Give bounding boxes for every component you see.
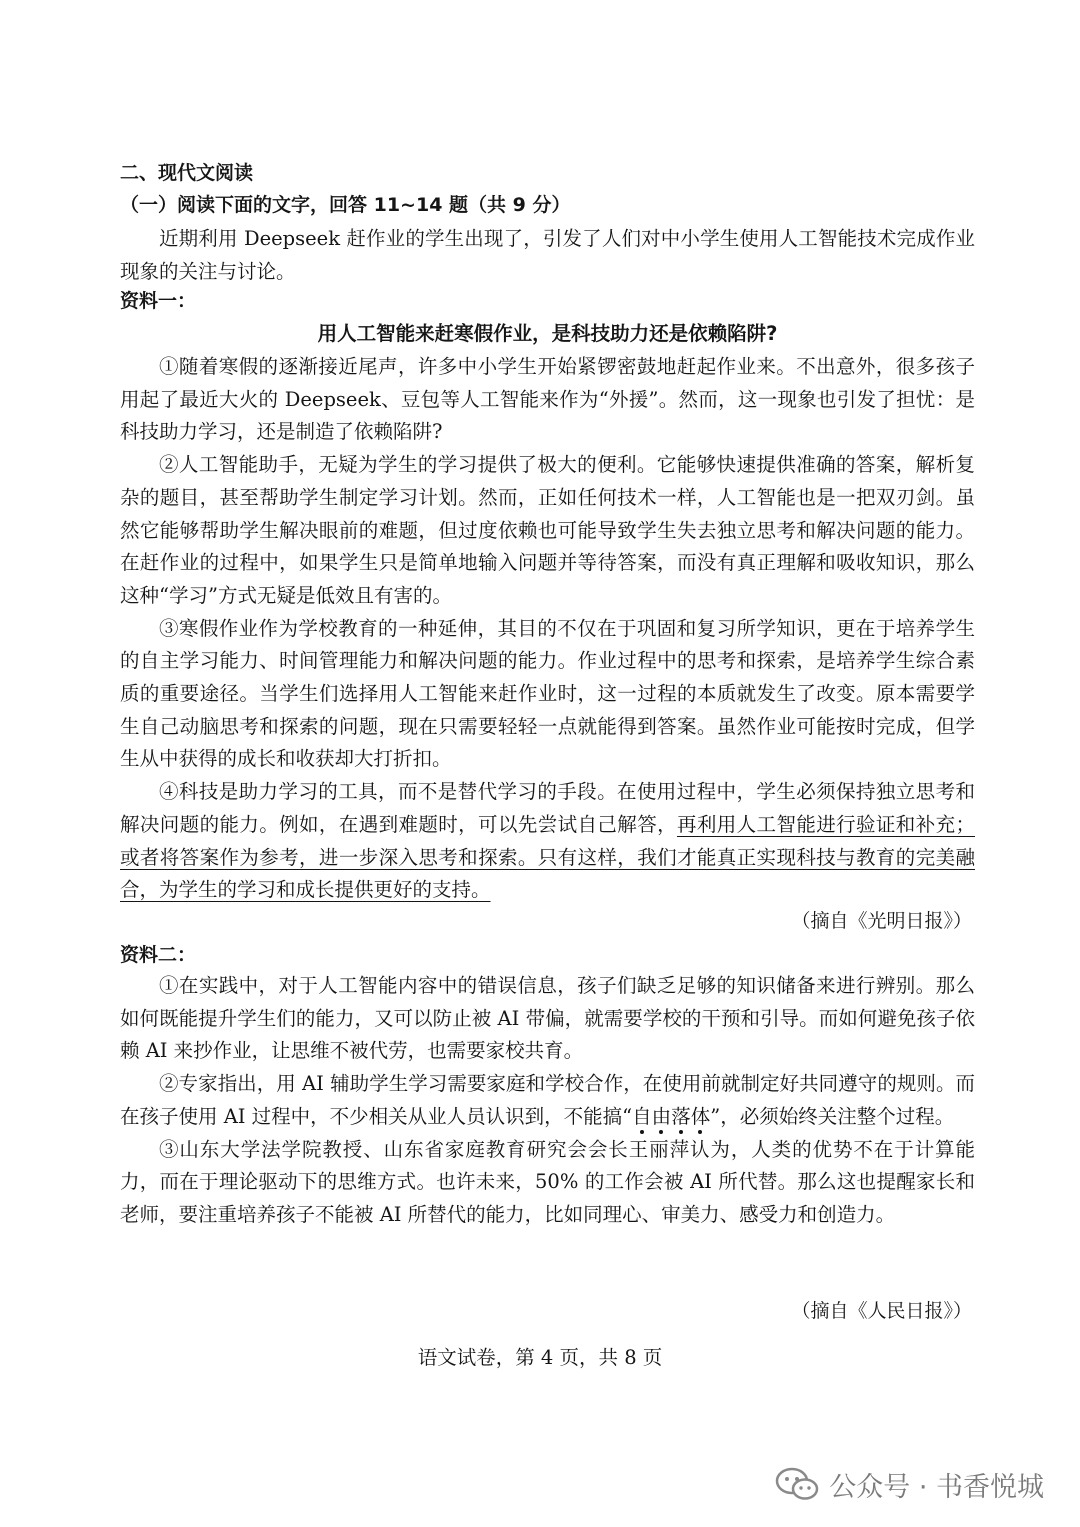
material1-label: 资料一：	[120, 290, 197, 312]
emphasis-char: 体	[690, 1104, 711, 1128]
material1-paragraph-1: ①随着寒假的逐渐接近尾声，许多中小学生开始紧锣密鼓地赶起作业来。不出意外，很多孩子用起了最近大火的 Deepseek、豆包等人工智能来作为“外援”。然而，这一现象也引发了担忧：是科技助力学习，还是制造了依赖陷阱?	[120, 355, 975, 444]
material2-paragraph-1: ①在实践中，对于人工智能内容中的错误信息，孩子们缺乏足够的知识储备来进行辨别。那么如何既能提升学生们的能力，又可以防止被 AI 带偏，就需要学校的干预和引导。而如何避免孩子依赖 AI 来抄作业，让思维不被代劳，也需要家校共育。	[120, 974, 975, 1063]
intro-paragraph: 近期利用 Deepseek 赶作业的学生出现了，引发了人们对中小学生使用人工智能技术完成作业现象的关注与讨论。	[120, 227, 975, 283]
page-footer: 语文试卷，第 4 页，共 8 页	[417, 1346, 663, 1369]
section-heading: 二、现代文阅读	[120, 162, 254, 184]
material2-paragraph-3: ③山东大学法学院教授、山东省家庭教育研究会会长王丽萍认为，人类的优势不在于计算能力，而在于理论驱动下的思维方式。也许未来，50% 的工作会被 AI 所代替。那么这也提醒家长和老师，要注重培养孩子不能被 AI 所替代的能力，比如同理心、审美力、感受力和创造力。	[120, 1137, 975, 1226]
material2-paragraph-2	[120, 1068, 975, 1133]
watermark	[775, 1464, 1044, 1504]
wechat-icon	[775, 1467, 819, 1501]
material1-paragraph-4	[120, 776, 975, 907]
material1-paragraph-3: ③寒假作业作为学校教育的一种延伸，其目的不仅在于巩固和复习所学知识，更在于培养学生的自主学习能力、时间管理能力和解决问题的能力。作业过程中的思考和探索，是培养学生综合素质的重要途径。当学生们选择用人工智能来赶作业时，这一过程的本质就发生了改变。原本需要学生自己动脑思考和探索的问题，现在只需要轻轻一点就能得到答案。虽然作业可能按时完成，但学生从中获得的成长和收获却大打折扣。	[120, 616, 975, 771]
material1-source: （摘自《光明日报》）	[791, 910, 972, 932]
material1-body	[120, 351, 975, 907]
emphasis-char: 由	[651, 1104, 672, 1128]
material1-paragraph-4-text: ④科技是助力学习的工具，而不是替代学习的手段。在使用过程中，学生必须保持独立思考和解决问题的能力。例如，在遇到难题时，可以先尝试自己解答，	[120, 780, 975, 836]
material2-source: （摘自《人民日报》）	[791, 1300, 972, 1322]
watermark-text: 公众号 · 书香悦城	[829, 1471, 1044, 1503]
material2-paragraph-2-text: ②专家指出，用 AI 辅助学生学习需要家庭和学校合作，在使用前就制定好共同遵守的规则。而在孩子使用 AI 过程中，不少相关从业人员认识到，不能搞“	[120, 1072, 975, 1128]
material2-label: 资料二：	[120, 944, 197, 966]
material1-paragraph-2: ②人工智能助手，无疑为学生的学习提供了极大的便利。它能够快速提供准确的答案，解析复杂的题目，甚至帮助学生制定学习计划。然而，正如任何技术一样，人工智能也是一把双刃剑。虽然它能够帮助学生解决眼前的难题，但过度依赖也可能导致学生失去独立思考和解决问题的能力。在赶作业的过程中，如果学生只是简单地输入问题并等待答案，而没有真正理解和吸收知识，那么这种“学习”方式无疑是低效且有害的。	[120, 453, 975, 607]
material1-title: 用人工智能来赶寒假作业，是科技助力还是依赖陷阱?	[317, 322, 778, 345]
emphasis-char: 自	[632, 1104, 652, 1128]
underlined-passage: 再利用人工智能进行验证和补充；或者将答案作为参考，进一步深入思考和探索。只有这样，我们才能真正实现科技与教育的完美融合，为学生的学习和成长提供更好的支持。	[120, 812, 975, 902]
emphasis-char: 落	[671, 1104, 691, 1128]
question-instructions: （一）阅读下面的文字，回答 11~14 题（共 9 分）	[120, 194, 571, 216]
emphasized-term	[632, 1105, 710, 1128]
material2-body	[120, 970, 975, 1232]
material2-paragraph-2-tail: ”，必须始终关注整个过程。	[710, 1104, 955, 1128]
